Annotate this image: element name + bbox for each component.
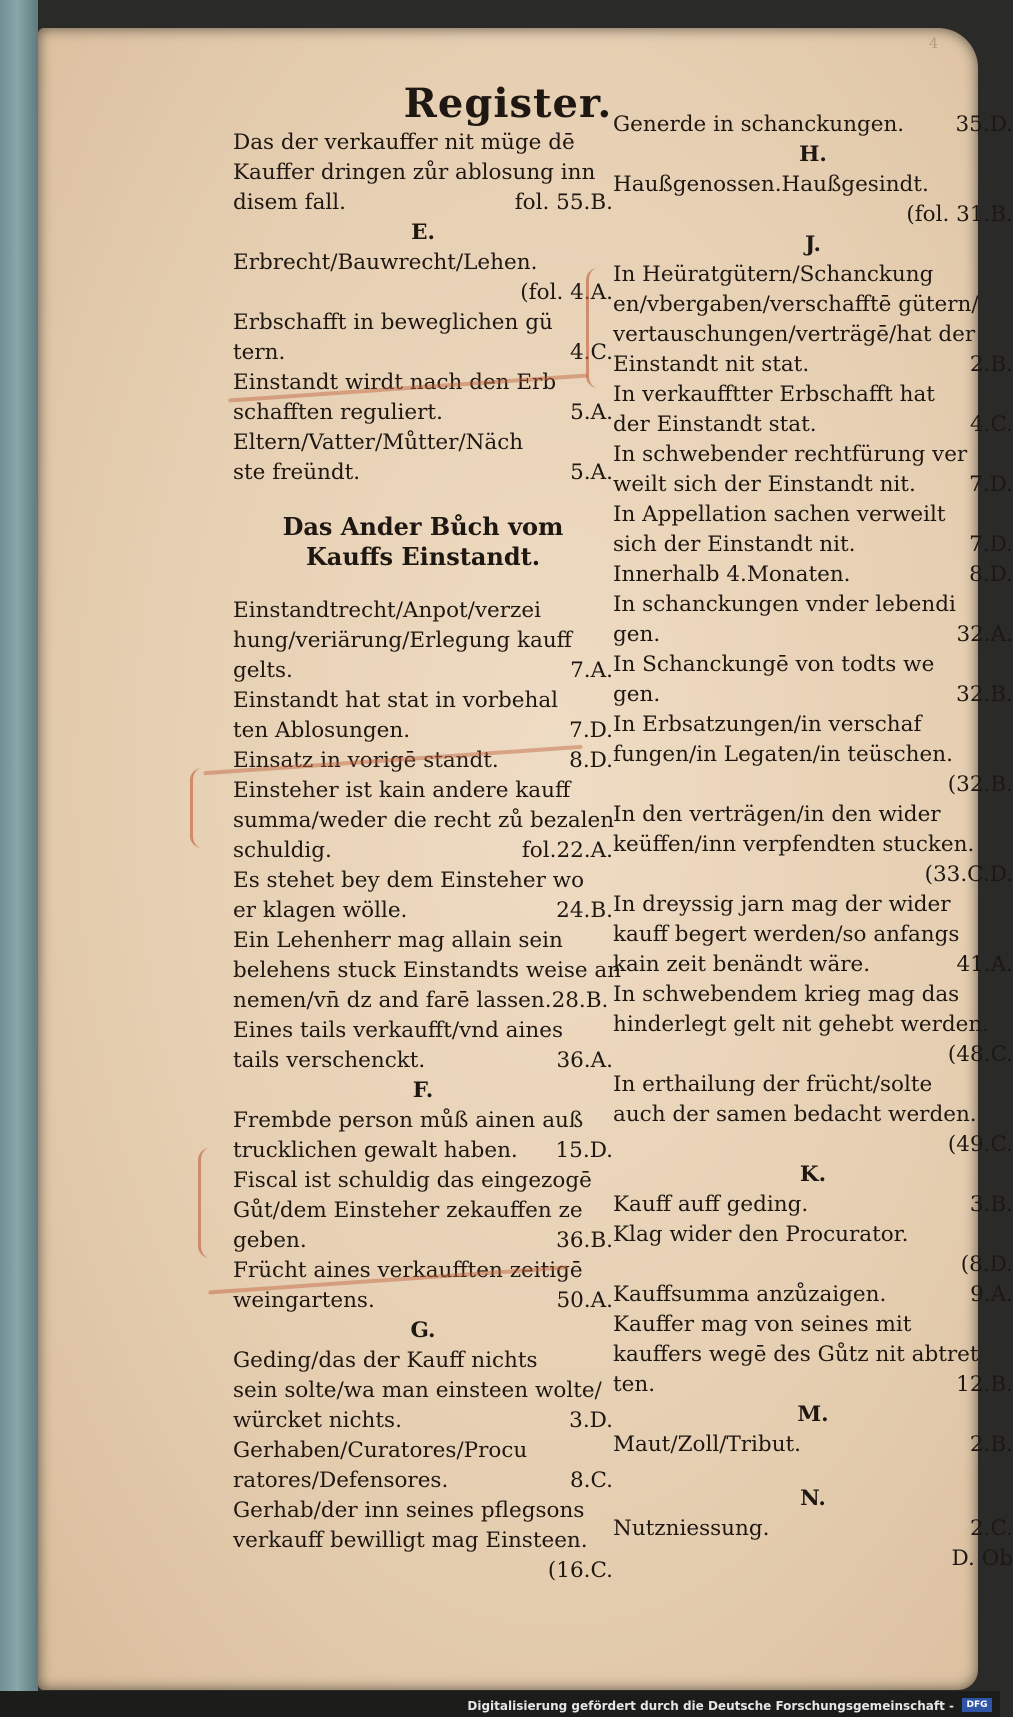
register-entry bbox=[613, 770, 1013, 800]
section-letter: N. bbox=[800, 1486, 826, 1511]
entry-text: schafften reguliert. bbox=[233, 400, 443, 425]
spacer bbox=[233, 572, 613, 596]
section-letter: G. bbox=[410, 1318, 436, 1343]
entry-text: nemen/vn̄ dz and farē lassen.28.B. bbox=[233, 988, 609, 1013]
register-entry bbox=[233, 188, 613, 218]
register-entry bbox=[613, 830, 1013, 860]
entry-text: er klagen wölle. bbox=[233, 898, 408, 923]
register-entry bbox=[233, 1406, 613, 1436]
entry-text: kain zeit benändt wäre. bbox=[613, 952, 871, 977]
book-page bbox=[38, 28, 1013, 1690]
register-entry bbox=[613, 1544, 1013, 1574]
entry-text: Frembde person můß ainen auß bbox=[233, 1108, 584, 1133]
folio-reference: (fol. 4.A. bbox=[520, 280, 613, 305]
section-letter: H. bbox=[799, 142, 827, 167]
folio-reference: 2.B. bbox=[969, 1432, 1013, 1457]
entry-text: Maut/Zoll/Tribut. bbox=[613, 1432, 802, 1457]
footer-text: Digitalisierung gefördert durch die Deutsche Forschungsgemeinschaft - bbox=[467, 1699, 954, 1713]
entry-text: ratores/Defensores. bbox=[233, 1468, 449, 1493]
register-entry bbox=[613, 110, 1013, 140]
register-entry bbox=[613, 890, 1013, 920]
register-entry bbox=[613, 350, 1013, 380]
entry-text: belehens stuck Einstandts weise an bbox=[233, 958, 622, 983]
register-entry bbox=[233, 308, 613, 338]
page-number: 4 bbox=[929, 36, 938, 52]
entry-text: Es stehet bey dem Einsteher wo bbox=[233, 868, 585, 893]
entry-text: Kauffer mag von seines mit bbox=[613, 1312, 912, 1337]
entry-text: Einstandt hat stat in vorbehal bbox=[233, 688, 559, 713]
entry-text: ste freündt. bbox=[233, 460, 361, 485]
folio-reference: 9.A. bbox=[970, 1282, 1013, 1307]
entry-text: Erbschafft in beweglichen gü bbox=[233, 310, 553, 335]
folio-reference: 41.A. bbox=[956, 952, 1013, 977]
entry-text: Einstandt nit stat. bbox=[613, 352, 810, 377]
register-entry bbox=[233, 716, 613, 746]
register-entry bbox=[233, 1256, 613, 1286]
entry-text: geben. bbox=[233, 1228, 307, 1253]
entry-text: Einsteher ist kain andere kauff bbox=[233, 778, 571, 803]
register-entry bbox=[233, 806, 613, 836]
entry-text: hung/veriärung/Erlegung kauff bbox=[233, 628, 572, 653]
register-entry bbox=[233, 278, 613, 308]
register-entry bbox=[613, 1190, 1013, 1220]
folio-reference: (49.C. bbox=[947, 1132, 1013, 1157]
register-entry bbox=[613, 1430, 1013, 1460]
entry-text: In erthailung der frücht/solte bbox=[613, 1072, 933, 1097]
register-entry bbox=[613, 740, 1013, 770]
red-pencil-bracket bbox=[586, 268, 599, 388]
register-entry bbox=[233, 458, 613, 488]
register-entry bbox=[233, 1226, 613, 1256]
register-entry bbox=[613, 380, 1013, 410]
entry-text: sein solte/wa man einsteen wolte/ bbox=[233, 1378, 602, 1403]
entry-text: gelts. bbox=[233, 658, 293, 683]
entry-text: disem fall. bbox=[233, 190, 346, 215]
entry-text: Frücht aines verkaufften zeitigē bbox=[233, 1258, 583, 1283]
register-entry bbox=[233, 1346, 613, 1376]
register-entry bbox=[233, 926, 613, 956]
register-entry bbox=[613, 410, 1013, 440]
register-entry bbox=[233, 1106, 613, 1136]
register-entry bbox=[613, 440, 1013, 470]
entry-text: Innerhalb 4.Monaten. bbox=[613, 562, 851, 587]
entry-text: kauff begert werden/so anfangs bbox=[613, 922, 960, 947]
folio-reference: 4.C. bbox=[569, 340, 613, 365]
entry-text: trucklichen gewalt haben. bbox=[233, 1138, 518, 1163]
entry-text: Nutzniessung. bbox=[613, 1516, 770, 1541]
register-entry bbox=[233, 1436, 613, 1466]
folio-reference: 36.B. bbox=[556, 1228, 613, 1253]
register-entry bbox=[613, 1250, 1013, 1280]
entry-text: Klag wider den Procurator. bbox=[613, 1222, 909, 1247]
folio-reference: 2.B. bbox=[969, 352, 1013, 377]
entry-text: Gerhaben/Curatores/Procu bbox=[233, 1438, 528, 1463]
register-entry bbox=[233, 428, 613, 458]
entry-text: summa/weder die recht zů bezalen bbox=[233, 808, 615, 833]
folio-reference: 7.D. bbox=[969, 532, 1013, 557]
register-entry bbox=[233, 686, 613, 716]
register-entry bbox=[613, 590, 1013, 620]
entry-text: In den verträgen/in den wider bbox=[613, 802, 941, 827]
entry-text: fungen/in Legaten/in teüschen. bbox=[613, 742, 953, 767]
entry-text: In Heüratgütern/Schanckung bbox=[613, 262, 934, 287]
register-entry bbox=[233, 776, 613, 806]
entry-text: Erbrecht/Bauwrecht/Lehen. bbox=[233, 250, 538, 275]
entry-text: gen. bbox=[613, 622, 661, 647]
register-entry bbox=[233, 866, 613, 896]
register-entry bbox=[233, 248, 613, 278]
entry-text: In dreyssig jarn mag der wider bbox=[613, 892, 951, 917]
folio-reference: (fol. 31.B. bbox=[906, 202, 1013, 227]
register-entry bbox=[613, 680, 1013, 710]
register-entry bbox=[233, 656, 613, 686]
register-entry bbox=[613, 1070, 1013, 1100]
register-entry bbox=[233, 596, 613, 626]
folio-reference: 3.B. bbox=[969, 1192, 1013, 1217]
folio-reference: 15.D. bbox=[555, 1138, 613, 1163]
register-entry bbox=[233, 1196, 613, 1226]
section-title: Das Ander Bůch vom bbox=[282, 512, 564, 541]
register-entry bbox=[613, 920, 1013, 950]
register-column-right bbox=[613, 110, 1013, 1574]
spacer bbox=[233, 488, 613, 512]
entry-text: tern. bbox=[233, 340, 286, 365]
register-entry bbox=[613, 1100, 1013, 1130]
folio-reference: 7.D. bbox=[969, 472, 1013, 497]
entry-text: Kauffsumma anzůzaigen. bbox=[613, 1282, 887, 1307]
entry-text: In Schanckungē von todts we bbox=[613, 652, 935, 677]
entry-text: weilt sich der Einstandt nit. bbox=[613, 472, 916, 497]
register-entry bbox=[613, 800, 1013, 830]
folio-reference: 35.D. bbox=[955, 112, 1013, 137]
section-title: Kauffs Einstandt. bbox=[305, 542, 541, 571]
register-entry bbox=[233, 1046, 613, 1076]
section-letter: M. bbox=[797, 1402, 829, 1427]
folio-reference: 3.D. bbox=[569, 1408, 613, 1433]
register-entry bbox=[613, 1010, 1013, 1040]
register-entry bbox=[613, 560, 1013, 590]
register-entry bbox=[613, 1280, 1013, 1310]
book-binding bbox=[0, 0, 38, 1717]
folio-reference: 24.B. bbox=[556, 898, 613, 923]
register-entry bbox=[613, 1220, 1013, 1250]
register-entry bbox=[613, 290, 1013, 320]
entry-text: ten. bbox=[613, 1372, 656, 1397]
register-entry bbox=[613, 530, 1013, 560]
folio-reference: 32.A. bbox=[956, 622, 1013, 647]
folio-reference: fol. 55.B. bbox=[514, 190, 613, 215]
register-entry bbox=[233, 338, 613, 368]
entry-text: In Appellation sachen verweilt bbox=[613, 502, 946, 527]
folio-reference: 5.A. bbox=[570, 400, 613, 425]
folio-reference: 7.A. bbox=[570, 658, 613, 683]
entry-text: In Erbsatzungen/in verschaf bbox=[613, 712, 922, 737]
register-entry bbox=[613, 860, 1013, 890]
register-entry bbox=[233, 956, 622, 986]
entry-text: Kauffer dringen zůr ablosung inn bbox=[233, 160, 596, 185]
register-entry bbox=[233, 896, 613, 926]
entry-text: In schwebender rechtfürung ver bbox=[613, 442, 968, 467]
dfg-logo: DFG bbox=[962, 1698, 992, 1712]
register-entry bbox=[233, 1166, 613, 1196]
register-entry bbox=[613, 950, 1013, 980]
register-entry bbox=[613, 1370, 1013, 1400]
entry-text: Kauff auff geding. bbox=[613, 1192, 809, 1217]
register-entry bbox=[613, 320, 1013, 350]
register-entry bbox=[613, 1340, 1013, 1370]
entry-text: kauffers wegē des Gůtz nit abtret bbox=[613, 1342, 979, 1367]
entry-text: Geding/das der Kauff nichts bbox=[233, 1348, 538, 1373]
folio-reference: 4.C. bbox=[969, 412, 1013, 437]
entry-text: en/vbergaben/verschafftē gütern/ bbox=[613, 292, 979, 317]
red-pencil-bracket bbox=[198, 1148, 211, 1258]
entry-text: hinderlegt gelt nit gehebt werden. bbox=[613, 1012, 990, 1037]
folio-reference: 8.D. bbox=[969, 562, 1013, 587]
entry-text: Ein Lehenherr mag allain sein bbox=[233, 928, 563, 953]
register-entry bbox=[613, 200, 1013, 230]
folio-reference: 8.C. bbox=[569, 1468, 613, 1493]
spacer bbox=[613, 1460, 1013, 1484]
section-letter: J. bbox=[805, 232, 821, 257]
folio-reference: (8.D. bbox=[960, 1252, 1013, 1277]
section-letter: E. bbox=[411, 220, 435, 245]
folio-reference: 8.D. bbox=[569, 748, 613, 773]
entry-text: Einsatz in vorigē standt. bbox=[233, 748, 499, 773]
register-entry bbox=[613, 710, 1013, 740]
register-column-left bbox=[233, 128, 622, 1586]
register-entry bbox=[233, 158, 613, 188]
entry-text: sich der Einstandt nit. bbox=[613, 532, 856, 557]
register-entry bbox=[613, 1130, 1013, 1160]
register-entry bbox=[613, 620, 1013, 650]
folio-reference: (33.C.D. bbox=[924, 862, 1013, 887]
folio-reference: (16.C. bbox=[547, 1558, 613, 1583]
folio-reference: fol.22.A. bbox=[521, 838, 613, 863]
folio-reference: 50.A. bbox=[556, 1288, 613, 1313]
section-letter: K. bbox=[799, 1162, 827, 1187]
register-entry bbox=[613, 650, 1013, 680]
register-entry bbox=[613, 1310, 1013, 1340]
entry-text: Haußgenossen.Haußgesindt. bbox=[613, 172, 929, 197]
register-entry bbox=[613, 470, 1013, 500]
folio-reference: (48.C. bbox=[947, 1042, 1013, 1067]
register-entry bbox=[613, 1514, 1013, 1544]
entry-text: vertauschungen/verträgē/hat der bbox=[613, 322, 976, 347]
page-header: Register. bbox=[403, 80, 613, 127]
entry-text: Einstandt wirdt nach den Erb bbox=[233, 370, 557, 395]
entry-text: In verkaufftter Erbschafft hat bbox=[613, 382, 935, 407]
register-entry bbox=[233, 128, 613, 158]
folio-reference: 32.B. bbox=[956, 682, 1013, 707]
folio-reference: 2.C. bbox=[969, 1516, 1013, 1541]
register-entry bbox=[233, 1556, 613, 1586]
section-letter: F. bbox=[412, 1078, 434, 1103]
register-entry bbox=[233, 986, 613, 1016]
entry-text: tails verschenckt. bbox=[233, 1048, 426, 1073]
entry-text: keüffen/inn verpfendten stucken. bbox=[613, 832, 975, 857]
folio-reference: 7.D. bbox=[569, 718, 613, 743]
register-entry bbox=[613, 260, 1013, 290]
register-entry bbox=[233, 626, 613, 656]
entry-text: Einstandtrecht/Anpot/verzei bbox=[233, 598, 541, 623]
entry-text: auch der samen bedacht werden. bbox=[613, 1102, 977, 1127]
register-entry bbox=[233, 1016, 613, 1046]
red-pencil-bracket bbox=[190, 768, 203, 848]
entry-text: In schanckungen vnder lebendi bbox=[613, 592, 956, 617]
entry-text: Generde in schanckungen. bbox=[613, 112, 905, 137]
entry-text: In schwebendem krieg mag das bbox=[613, 982, 960, 1007]
entry-text: Gerhab/der inn seines pflegsons bbox=[233, 1498, 585, 1523]
entry-text: Eines tails verkaufft/vnd aines bbox=[233, 1018, 563, 1043]
entry-text: verkauff bewilligt mag Einsteen. bbox=[233, 1528, 588, 1553]
register-entry bbox=[233, 836, 613, 866]
register-entry bbox=[233, 1286, 613, 1316]
entry-text: schuldig. bbox=[233, 838, 332, 863]
folio-reference: 12.B. bbox=[956, 1372, 1013, 1397]
footer-bar bbox=[0, 1691, 1000, 1717]
folio-reference: 5.A. bbox=[570, 460, 613, 485]
entry-text: gen. bbox=[613, 682, 661, 707]
entry-text: ten Ablosungen. bbox=[233, 718, 411, 743]
entry-text: Eltern/Vatter/Můtter/Näch bbox=[233, 430, 524, 455]
entry-text: weingartens. bbox=[233, 1288, 375, 1313]
entry-text: Das der verkauffer nit müge dē bbox=[233, 130, 575, 155]
folio-reference: D. Ob bbox=[951, 1546, 1013, 1571]
register-entry bbox=[613, 1040, 1013, 1070]
register-entry bbox=[233, 1376, 613, 1406]
register-entry bbox=[233, 398, 613, 428]
register-entry bbox=[613, 170, 1013, 200]
register-entry bbox=[233, 1136, 613, 1166]
register-entry bbox=[613, 980, 1013, 1010]
entry-text: Fiscal ist schuldig das eingezogē bbox=[233, 1168, 592, 1193]
entry-text: Gůt/dem Einsteher zekauffen ze bbox=[233, 1198, 583, 1223]
register-entry bbox=[613, 500, 1013, 530]
register-entry bbox=[233, 1466, 613, 1496]
folio-reference: (32.B. bbox=[947, 772, 1013, 797]
register-entry bbox=[233, 1526, 613, 1556]
folio-reference: 36.A. bbox=[556, 1048, 613, 1073]
entry-text: der Einstandt stat. bbox=[613, 412, 817, 437]
entry-text: würcket nichts. bbox=[233, 1408, 402, 1433]
register-entry bbox=[233, 1496, 613, 1526]
